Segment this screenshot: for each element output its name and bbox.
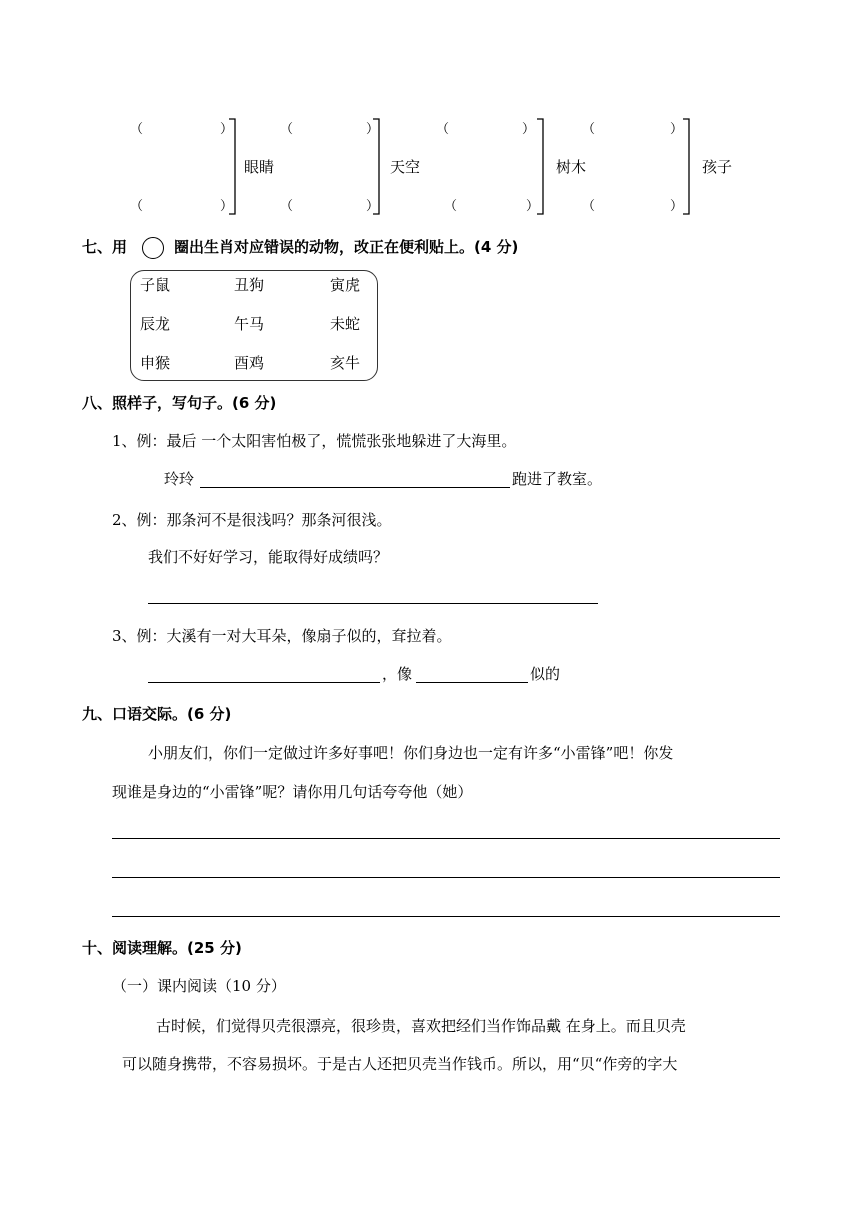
- blank-close: ）: [220, 122, 234, 137]
- right-brace: [536, 118, 550, 216]
- zodiac-item[interactable]: 寅虎: [330, 276, 361, 294]
- answer-line[interactable]: [416, 682, 528, 683]
- section7-title-prefix: 七、用: [82, 238, 128, 256]
- blank-close: ）: [670, 199, 684, 214]
- zodiac-item[interactable]: 亥牛: [330, 354, 361, 372]
- section9-title: 九、口语交际。(6 分): [82, 705, 232, 723]
- blank-open: （: [280, 122, 294, 137]
- blank-close: ）: [522, 122, 536, 137]
- answer-line[interactable]: [148, 682, 380, 683]
- writing-line[interactable]: [112, 877, 780, 878]
- prompt-line: 小朋友们，你们一定做过许多好事吧！你们身边也一定有许多“小雷锋”吧！你发: [148, 744, 674, 762]
- blank-open: （: [444, 199, 458, 214]
- example-3: 3、例：大溪有一对大耳朵，像扇子似的，耷拉着。: [112, 627, 452, 645]
- blank-open: （: [280, 199, 294, 214]
- target-word: 孩子: [702, 158, 733, 176]
- passage-line: 可以随身携带，不容易损坏。于是古人还把贝壳当作钱币。所以，用“贝“作旁的字大: [122, 1055, 678, 1073]
- question-text: 我们不好好学习，能取得好成绩吗？: [148, 548, 389, 566]
- subsection-title: （一）课内阅读（10 分）: [112, 977, 286, 995]
- zodiac-item[interactable]: 午马: [234, 315, 265, 333]
- example-1: 1、例：最后 一个太阳害怕极了，慌慌张张地躲进了大海里。: [112, 432, 517, 450]
- target-word: 天空: [390, 158, 421, 176]
- blank-close: ）: [366, 199, 380, 214]
- answer-line[interactable]: [200, 487, 510, 488]
- blank-open: （: [436, 122, 450, 137]
- passage-line: 古时候，们觉得贝壳很漂亮，很珍贵，喜欢把经们当作饰品戴 在身上。而且贝壳: [156, 1017, 686, 1035]
- circle-icon: [142, 237, 164, 259]
- zodiac-item[interactable]: 酉鸡: [234, 354, 265, 372]
- writing-line[interactable]: [112, 838, 780, 839]
- zodiac-item[interactable]: 子鼠: [140, 276, 171, 294]
- blank-open: （: [582, 122, 596, 137]
- zodiac-item[interactable]: 申猴: [140, 354, 171, 372]
- blank-close: ）: [366, 122, 380, 137]
- answer-end: 似的: [530, 665, 561, 683]
- blank-close: ）: [526, 199, 540, 214]
- target-word: 眼睛: [244, 158, 275, 176]
- answer-mid: ，像: [382, 665, 413, 683]
- blank-open: （: [130, 199, 144, 214]
- answer-prefix: 玲玲: [164, 470, 195, 488]
- section8-title: 八、照样子，写句子。(6 分): [82, 394, 277, 412]
- answer-line[interactable]: [148, 603, 598, 604]
- writing-line[interactable]: [112, 916, 780, 917]
- zodiac-item[interactable]: 未蛇: [330, 315, 361, 333]
- right-brace: [228, 118, 242, 216]
- right-brace: [682, 118, 696, 216]
- right-brace: [372, 118, 386, 216]
- blank-open: （: [130, 122, 144, 137]
- prompt-line: 现谁是身边的“小雷锋”呢？请你用几句话夸夸他（她）: [112, 783, 473, 801]
- example-2: 2、例：那条河不是很浅吗？那条河很浅。: [112, 511, 392, 529]
- blank-close: ）: [670, 122, 684, 137]
- zodiac-item[interactable]: 辰龙: [140, 315, 171, 333]
- blank-open: （: [582, 199, 596, 214]
- blank-close: ）: [220, 199, 234, 214]
- section10-title: 十、阅读理解。(25 分): [82, 939, 242, 957]
- section7-title: 圈出生肖对应错误的动物，改正在便利贴上。(4 分): [174, 238, 519, 256]
- target-word: 树木: [556, 158, 587, 176]
- answer-suffix: 跑进了教室。: [512, 470, 603, 488]
- zodiac-item[interactable]: 丑狗: [234, 276, 265, 294]
